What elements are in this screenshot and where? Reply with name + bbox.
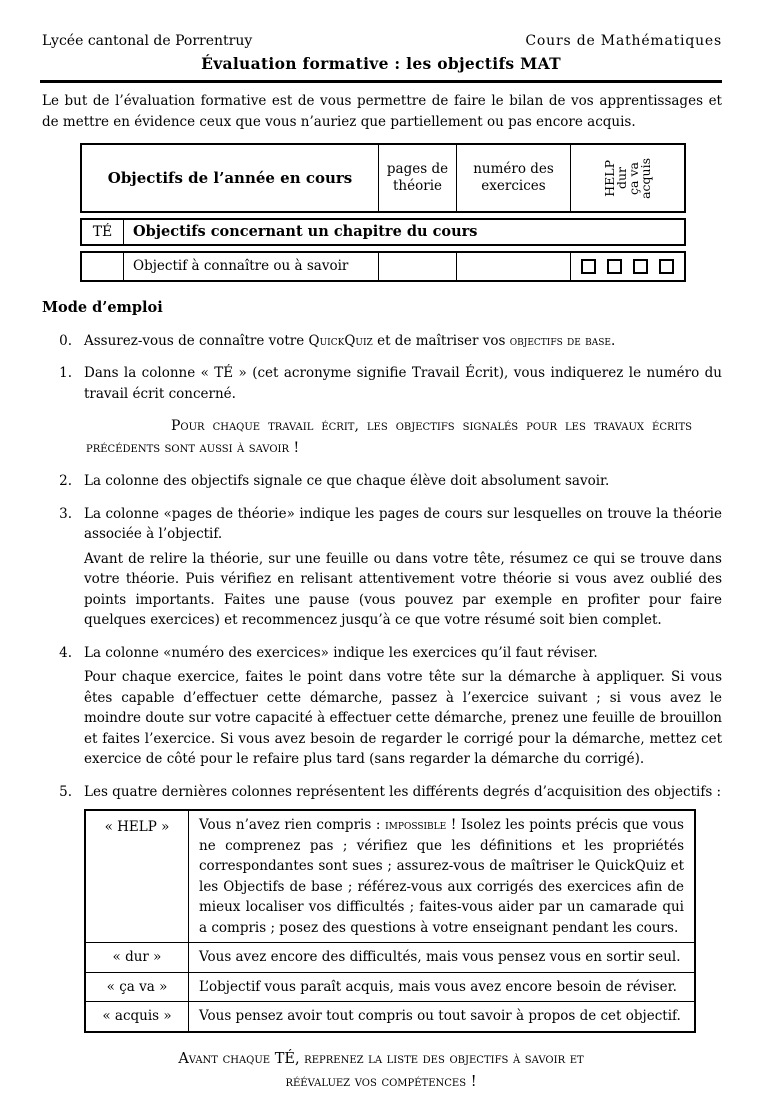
course-name: Cours de Mathématiques xyxy=(525,33,722,49)
acquisition-levels-table xyxy=(84,809,696,1033)
list-item-5 xyxy=(42,782,722,1033)
table-row xyxy=(86,1001,694,1031)
objectives-table xyxy=(80,143,686,282)
rotated-label-dur: dur xyxy=(613,166,629,190)
item-text xyxy=(84,504,722,631)
level-desc-acquis: Vous pensez avoir tout compris ou tout savoir à propos de cet objectif. xyxy=(199,1008,681,1024)
quickquiz-smallcaps: QuickQuiz xyxy=(308,332,373,349)
item-number: 1. xyxy=(59,365,72,381)
checkbox-acquis xyxy=(659,259,674,274)
item-text-main: Les quatre dernières colonnes représentent les différents degrés d’acquisition des objectifs : xyxy=(84,783,722,800)
level-desc-dur: Vous avez encore des difficultés, mais vous pensez vous en sortir seul. xyxy=(199,949,681,965)
item-text-main: La colonne «numéro des exercices» indique les exercices qu’il faut réviser. xyxy=(84,644,598,661)
item-text: La colonne des objectifs signale ce que chaque élève doit absolument savoir. xyxy=(84,473,610,489)
level-term-help: « HELP » xyxy=(86,811,189,942)
objective-row xyxy=(80,251,686,282)
item-number: 3. xyxy=(59,505,72,522)
intro-paragraph: Le but de l’évaluation formative est de vous permettre de faire le bilan de vos apprentissages et de mettre en évidence ceux que vous n’auriez que partiellement ou pas encore acquis. xyxy=(42,93,722,130)
mode-demploi-heading: Mode d’emploi xyxy=(42,299,163,316)
item-number: 4. xyxy=(59,644,72,661)
item-text xyxy=(84,643,722,770)
list-item-3 xyxy=(42,504,722,631)
desc-segment: ! Isolez les points précis que vous ne comprenez pas ; vérifiez que les définitions et les propriétés correspondantes sont sues ; assurez-vous de maîtriser le QuickQuiz et les Objectifs de base ; référez-vous aux corrigés des exercices afin de mieux localiser vos difficultés ; faites-vous aider par un camarade qui a compris ; posez des questions à votre enseignant pendant les cours. xyxy=(199,817,684,936)
rotated-label-help: HELP xyxy=(601,159,617,197)
document-header xyxy=(0,0,762,52)
table-row xyxy=(86,942,694,972)
desc-segment: Vous n’avez rien compris : xyxy=(199,817,386,833)
objectifs-de-base-smallcaps: objectifs de base xyxy=(509,332,611,349)
te-cell: TÉ xyxy=(92,223,113,240)
list-item-0 xyxy=(42,331,722,352)
checkbox-cell xyxy=(570,253,684,280)
empty-pages-cell xyxy=(378,253,456,280)
item-text-main: Dans la colonne « TÉ » (cet acronyme signifie Travail Écrit), vous indiquerez le numéro du travail écrit concerné. xyxy=(84,365,722,402)
table-row xyxy=(86,811,694,942)
rotated-label-cava: ça va xyxy=(625,161,641,195)
item-paragraph: Pour chaque exercice, faites le point dans votre tête sur la démarche à appliquer. Si vous êtes capable d’effectuer cette démarche, passez à l’exercice suivant ; si vous avez le moindre doute sur votre capacité à effectuer cette démarche, prenez une feuille de brouillon et faites l’exercice. Si vous avez besoin de regarder le corrigé pour la démarche, mettez cet exercice de côté pour le refaire plus tard (sans regarder la démarche du corrigé). xyxy=(84,669,722,767)
emphasis-note: Pour chaque travail écrit, les objectifs signalés pour les travaux écrits précédents sont aussi à savoir ! xyxy=(86,418,692,456)
item-number: 0. xyxy=(59,332,72,349)
level-desc-cava: L’objectif vous paraît acquis, mais vous avez encore besoin de réviser. xyxy=(199,978,677,995)
item-text xyxy=(84,363,722,459)
list-item-4 xyxy=(42,643,722,770)
closing-note: Avant chaque TÉ, reprenez la liste des objectifs à savoir et réévaluez vos compétences ! xyxy=(178,1050,584,1090)
level-term-cava: « ça va » xyxy=(86,973,189,1002)
te-row xyxy=(80,218,686,246)
list-item-1 xyxy=(42,363,722,459)
item-number: 2. xyxy=(59,473,72,489)
page-title: Évaluation formative : les objectifs MAT xyxy=(201,53,561,73)
list-item-2 xyxy=(42,471,722,492)
objectives-table-header xyxy=(80,143,686,213)
chapter-objectives-cell: Objectifs concernant un chapitre du cours xyxy=(123,220,684,244)
item-paragraph: Avant de relire la théorie, sur une feuille ou dans votre tête, résumez ce qui se trouve dans votre théorie. Puis vérifiez en relisant attentivement votre théorie si vous avez oublié des points importants. Faites une pause (vous pouvez par exemple en profiter pour faire quelques exercices) et recommencez jusqu’à ce que votre résumé soit bien complet. xyxy=(84,550,722,628)
col-header-objectifs: Objectifs de l’année en cours xyxy=(107,168,353,187)
checkbox-help xyxy=(581,259,596,274)
item-text-segment: Assurez-vous de connaître votre xyxy=(84,332,309,349)
checkbox-dur xyxy=(607,259,622,274)
empty-exercices-cell xyxy=(456,253,570,280)
empty-te-cell xyxy=(82,253,123,280)
item-text-main: La colonne «pages de théorie» indique les pages de cours sur lesquelles on trouve la théorie associée à l’objectif. xyxy=(84,505,722,542)
table-row xyxy=(86,972,694,1002)
objective-cell: Objectif à connaître ou à savoir xyxy=(123,253,378,280)
school-name: Lycée cantonal de Porrentruy xyxy=(42,33,253,49)
item-number: 5. xyxy=(59,783,72,800)
level-desc-help xyxy=(189,811,694,942)
col-header-levels xyxy=(570,145,684,211)
level-term-dur: « dur » xyxy=(86,943,189,972)
item-text-segment: . xyxy=(610,332,616,349)
item-text xyxy=(84,782,722,1033)
item-text-segment: et de maîtriser vos xyxy=(372,332,510,349)
col-header-pages: pages de théorie xyxy=(378,145,456,211)
title-divider xyxy=(40,80,722,83)
level-term-acquis: « acquis » xyxy=(86,1002,189,1031)
item-text xyxy=(84,331,722,352)
checkbox-cava xyxy=(633,259,648,274)
rotated-label-acquis: acquis xyxy=(637,157,653,199)
col-header-exercices: numéro des exercices xyxy=(456,145,570,211)
impossible-smallcaps: impossible xyxy=(385,817,447,833)
